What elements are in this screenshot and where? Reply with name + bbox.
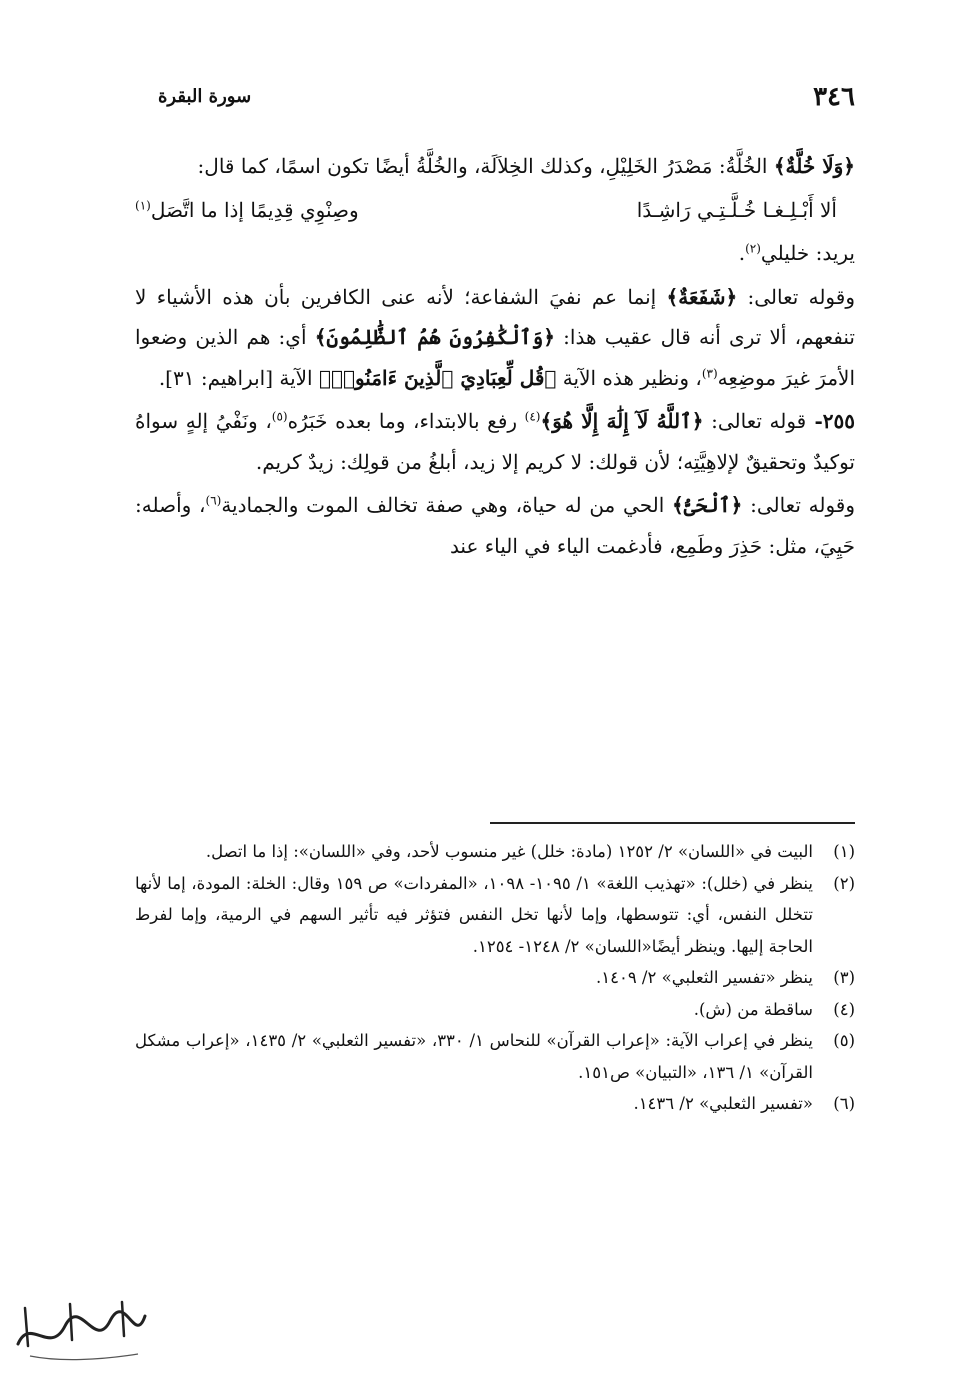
poem-hemistich-first: ألا أَبْـلِـغـا خُـلَّـتِـي رَاشِـدًا xyxy=(636,197,837,222)
publisher-logo xyxy=(10,1296,150,1366)
verse-number: ٢٥٥- xyxy=(806,409,855,433)
logo-calligraphy xyxy=(18,1312,145,1344)
footnote-number: (٤) xyxy=(833,999,855,1019)
footnote xyxy=(135,868,855,963)
poem-hemistich-text: وصِنْوِي قِدِيمًا إذا ما اتَّصَل xyxy=(150,197,359,222)
footnote-text: ساقطة من (ش). xyxy=(693,999,813,1019)
footnote-number: (٢) xyxy=(833,873,855,893)
paragraph-text: أي: هم الذين وضعوا الأمرَ غيرَ موضِعِه xyxy=(135,325,855,390)
paragraph-text: ، وأصله: حَيِيَ، مثل: حَذِرَ وطَمِع، فأدغمت الياء في الياء عند xyxy=(135,493,855,558)
footnote-number: (٦) xyxy=(833,1094,855,1113)
footnote xyxy=(135,962,855,994)
page-number: ٣٤٦ xyxy=(813,82,855,112)
footnote-ref: (١) xyxy=(135,197,151,212)
paragraph-text: قوله تعالى: xyxy=(703,409,807,433)
paragraph-text: رفع بالابتداء، وما بعده خَبَرُه xyxy=(287,409,525,433)
paragraph-khulla xyxy=(135,146,855,187)
paragraph-text: وقوله تعالى: xyxy=(737,284,855,309)
paragraph-text: يريد: خليلي xyxy=(760,241,855,265)
footnote-ref: (٦) xyxy=(205,493,222,508)
footnote-number: (٥) xyxy=(833,1031,855,1050)
quran-verse: ﴿قُل لِّعِبَادِيَ ٱلَّذِينَ ءَامَنُوا۟﴾ xyxy=(318,365,557,390)
footnote-number: (٣) xyxy=(833,968,855,987)
paragraph-hayy xyxy=(135,485,855,566)
quran-verse: ﴿ٱللَّهُ لَآ إِلَٰهَ إِلَّا هُوَ﴾ xyxy=(540,409,704,433)
paragraph-text: إنما عم نفيَ الشفاعة؛ لأنه عنى الكافرين بأن هذه الأشياء لا تنفعهم، ألا ترى أنه قال عقيب هذا: xyxy=(135,284,855,349)
footnote-text: ينظر «تفسير الثعلبي» ٢/ ١٤٠٩. xyxy=(595,968,813,987)
footnote-text: ينظر في إعراب الآية: «إعراب القرآن» للنحاس ١/ ٣٣٠، «تفسير الثعلبي» ٢/ ١٤٣٥، «إعراب مشكل القرآن» ١/ ١٣٦، «التبيان» ص١٥١. xyxy=(135,1031,813,1082)
paragraph-text: ، ونَفْيُ إلهٍ سواهُ توكيدٌ وتحقيقٌ لإلاهِيَّتِه؛ لأن قولك: لا كريم إلا زيد، أبلغُ من قولِك: زيدٌ كريم. xyxy=(135,409,855,474)
footnotes xyxy=(135,836,855,1120)
footnote-text: «تفسير الثعلبي» ٢/ ١٤٣٦. xyxy=(633,1094,813,1113)
footnote-ref: (٣) xyxy=(701,365,718,380)
paragraph-255 xyxy=(135,401,855,482)
paragraph-text: الحي من له حياة، وهي صفة تخالف الموت والجمادية xyxy=(221,493,673,517)
page-header xyxy=(140,82,855,122)
quran-verse: ﴿وَلَا خُلَّةٌ﴾ xyxy=(773,154,855,178)
logo-underline xyxy=(30,1354,138,1360)
footnote-separator xyxy=(490,822,855,824)
paragraph-text: الآية [ابراهيم: ٣١]. xyxy=(158,365,319,390)
quran-verse: ﴿ٱلْحَىُّ﴾ xyxy=(672,493,743,517)
footnote-text: البيت في «اللسان» ٢/ ١٢٥٢ (مادة: خلل) غير منسوب لأحد، وفي «اللسان»: إذا ما اتصل. xyxy=(205,842,813,861)
paragraph-yurid: يريد: خليلي$^{(٢)}$. xyxy=(738,241,855,265)
footnote xyxy=(135,836,855,868)
paragraph-text: ، ونظير هذه الآية xyxy=(556,365,702,390)
paragraph-text: وقوله تعالى: xyxy=(742,493,856,517)
footnote-ref: (٢) xyxy=(745,241,761,256)
surah-title: سورة البقرة xyxy=(158,86,252,107)
paragraph-text: الخُلَّةُ: مَصْدَرُ الخَلِيْلِ، وكذلك الخِلاَلَة، والخُلَّةُ أيضًا تكون اسمًا، كما قال: xyxy=(197,154,774,178)
footnote-number: (١) xyxy=(833,842,855,861)
footnote-ref: (٥) xyxy=(271,409,288,424)
footnote xyxy=(135,1088,855,1120)
quran-verse: ﴿وَٱلْكَٰفِرُونَ هُمُ ٱلظَّٰلِمُونَ﴾ xyxy=(314,325,555,349)
footnote-ref: (٤) xyxy=(524,409,541,424)
quran-verse: ﴿شَفَعَةٌ﴾ xyxy=(666,284,738,309)
footnote-text: ينظر في (خلل): «تهذيب اللغة» ١/ ١٠٩٥- ١٠٩٨، «المفردات» ص ١٥٩ وقال: الخلة: المودة، إما لأنها تتخلل النفس، أي: تتوسطها، وإما لأنها تخل النفس فتؤثر فيه تأثير السهم في الرمية، وإما لفرط الحاجة إليها. وينظر أيضًا«اللسان» ٢/ ١٢٤٨- ١٢٥٤. xyxy=(135,873,813,956)
poem-verse xyxy=(135,190,855,231)
footnote xyxy=(135,994,855,1026)
paragraph-shafaa xyxy=(135,277,855,399)
main-text xyxy=(135,146,855,569)
poem-hemistich-second xyxy=(135,190,359,231)
footnote xyxy=(135,1025,855,1088)
